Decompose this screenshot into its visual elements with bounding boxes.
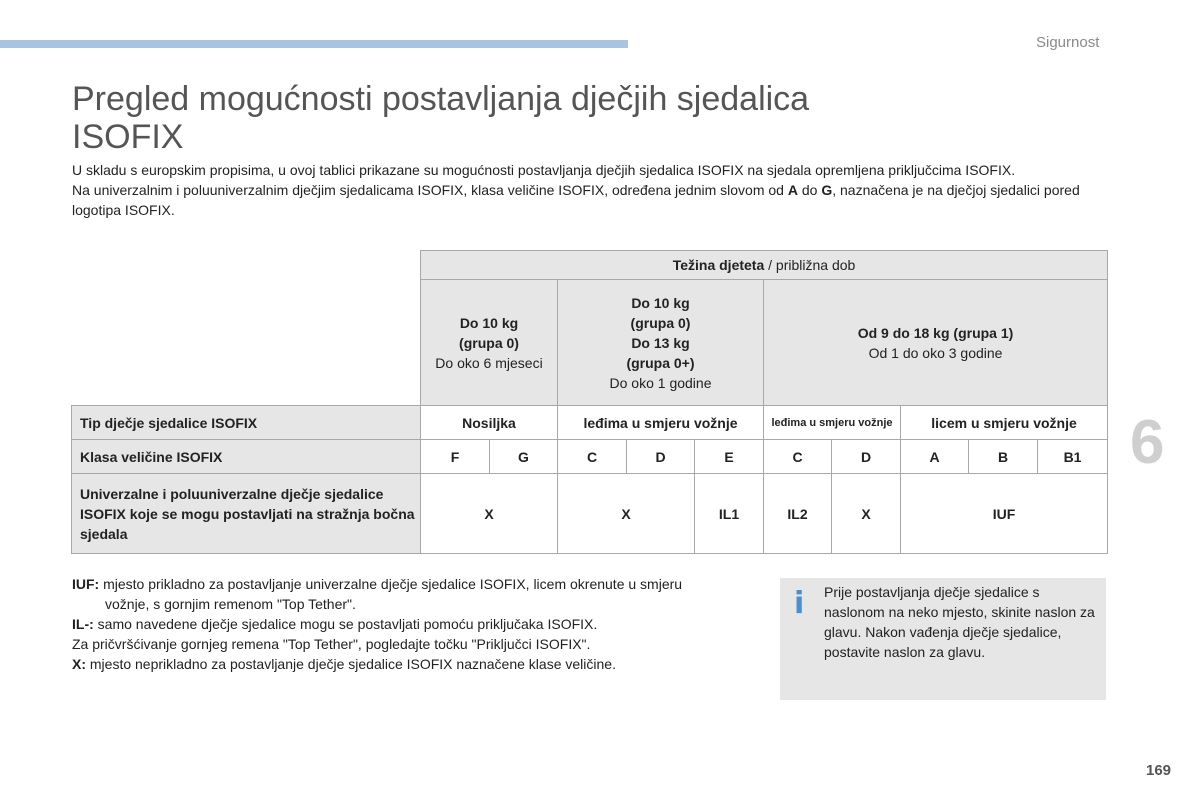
- group-1-line: Od 9 do 18 kg (grupa 1): [857, 324, 1014, 341]
- group-0-line: Do oko 6 mjeseci: [435, 354, 543, 371]
- chapter-number: 6: [1130, 408, 1165, 477]
- cell-type: licem u smjeru vožnje: [901, 406, 1108, 440]
- row-label-type: Tip dječje sjedalice ISOFIX: [72, 406, 421, 440]
- intro-p2-letter-g: G: [821, 182, 833, 198]
- table-row: [72, 406, 1108, 440]
- intro-text: [72, 160, 1112, 220]
- note-text: samo navedene dječje sjedalice mogu se postavljati pomoću priključaka ISOFIX.: [93, 616, 598, 632]
- table-corner: [72, 251, 421, 280]
- legend-notes: [72, 574, 762, 674]
- page-number: 169: [1146, 762, 1172, 779]
- group-0plus-line: (grupa 0+): [626, 354, 695, 371]
- note-il: [72, 614, 762, 634]
- page-title-line2: ISOFIX: [72, 118, 184, 156]
- cell-class: G: [490, 440, 558, 474]
- group-0plus-line: Do 10 kg: [631, 294, 690, 311]
- weight-header-bold: Težina djeteta: [672, 257, 765, 273]
- table-row: [72, 474, 1108, 554]
- cell-type: Nosiljka: [421, 406, 558, 440]
- group-0plus-header: [558, 280, 764, 406]
- table-corner-2: [72, 280, 421, 406]
- cell-class: E: [695, 440, 764, 474]
- intro-p2-part-a: Na univerzalnim i poluuniverzalnim dječjim sjedalicama ISOFIX, klasa veličine ISOFIX, određena jednim slovom od: [72, 182, 788, 198]
- intro-p2-part-c: , naznačena je na dječjoj sjedalici pored logotipa ISOFIX.: [72, 182, 1080, 218]
- note-key: X:: [72, 656, 86, 672]
- group-0plus-line: Do oko 1 godine: [609, 374, 712, 391]
- cell-class: F: [421, 440, 490, 474]
- group-1-line: Od 1 do oko 3 godine: [868, 344, 1003, 361]
- intro-paragraph-1: U skladu s europskim propisima, u ovoj tablici prikazane su mogućnosti postavljanja dječjih sjedalica ISOFIX na sjedala opremljena priključcima ISOFIX.: [72, 162, 1016, 178]
- table-row: [72, 440, 1108, 474]
- group-0-header: [421, 280, 558, 406]
- note-iuf: [72, 574, 762, 594]
- cell-class: C: [558, 440, 627, 474]
- cell-class: B1: [1038, 440, 1108, 474]
- cell-universal: IUF: [901, 474, 1108, 554]
- section-title: Sigurnost: [1036, 34, 1100, 51]
- cell-class: D: [627, 440, 695, 474]
- isofix-table: [71, 250, 1108, 554]
- note-x: [72, 654, 762, 674]
- cell-class: A: [901, 440, 969, 474]
- note-iuf-cont: vožnje, s gornjim remenom "Top Tether".: [105, 596, 356, 612]
- intro-p2-letter-a: A: [787, 182, 798, 198]
- header-accent-bar: [0, 40, 628, 48]
- cell-type: leđima u smjeru vožnje: [764, 406, 901, 440]
- table-weight-header: [421, 251, 1108, 280]
- note-text: mjesto prikladno za postavljanje univerzalne dječje sjedalice ISOFIX, licem okrenute u smjeru: [99, 576, 683, 592]
- cell-class: D: [832, 440, 901, 474]
- info-icon: i: [794, 586, 805, 621]
- cell-universal: IL1: [695, 474, 764, 554]
- cell-universal: X: [832, 474, 901, 554]
- cell-class: C: [764, 440, 832, 474]
- cell-universal: X: [421, 474, 558, 554]
- intro-p2-part-b: do: [797, 182, 822, 198]
- group-1-header: [764, 280, 1108, 406]
- weight-header-rest: / približna dob: [764, 257, 856, 273]
- note-key: IUF:: [72, 576, 100, 592]
- cell-class: B: [969, 440, 1038, 474]
- group-0plus-line: (grupa 0): [630, 314, 691, 331]
- note-text: mjesto neprikladno za postavljanje dječje sjedalice ISOFIX naznačene klase veličine.: [86, 656, 616, 672]
- row-label-class: Klasa veličine ISOFIX: [72, 440, 421, 474]
- row-label-universal: Univerzalne i poluuniverzalne dječje sjedalice ISOFIX koje se mogu postavljati na stražnja bočna sjedala: [72, 474, 421, 554]
- group-0-line: (grupa 0): [459, 334, 519, 351]
- info-text: Prije postavljanja dječje sjedalice s naslonom na neko mjesto, skinite naslon za glavu. Nakon vađenja dječje sjedalice, postavite naslon za glavu.: [824, 584, 1095, 660]
- info-box: [780, 578, 1106, 700]
- page-title-line1: Pregled mogućnosti postavljanja dječjih sjedalica: [72, 80, 810, 118]
- group-0plus-line: Do 13 kg: [631, 334, 690, 351]
- group-0-line: Do 10 kg: [459, 314, 519, 331]
- cell-universal: X: [558, 474, 695, 554]
- intro-paragraph-2: [72, 180, 1112, 220]
- note-key: IL-:: [72, 616, 94, 632]
- cell-universal: IL2: [764, 474, 832, 554]
- cell-type: leđima u smjeru vožnje: [558, 406, 764, 440]
- note-il-cont: Za pričvršćivanje gornjeg remena "Top Tether", pogledajte točku "Priključci ISOFIX".: [72, 636, 591, 652]
- page-title: [72, 80, 972, 156]
